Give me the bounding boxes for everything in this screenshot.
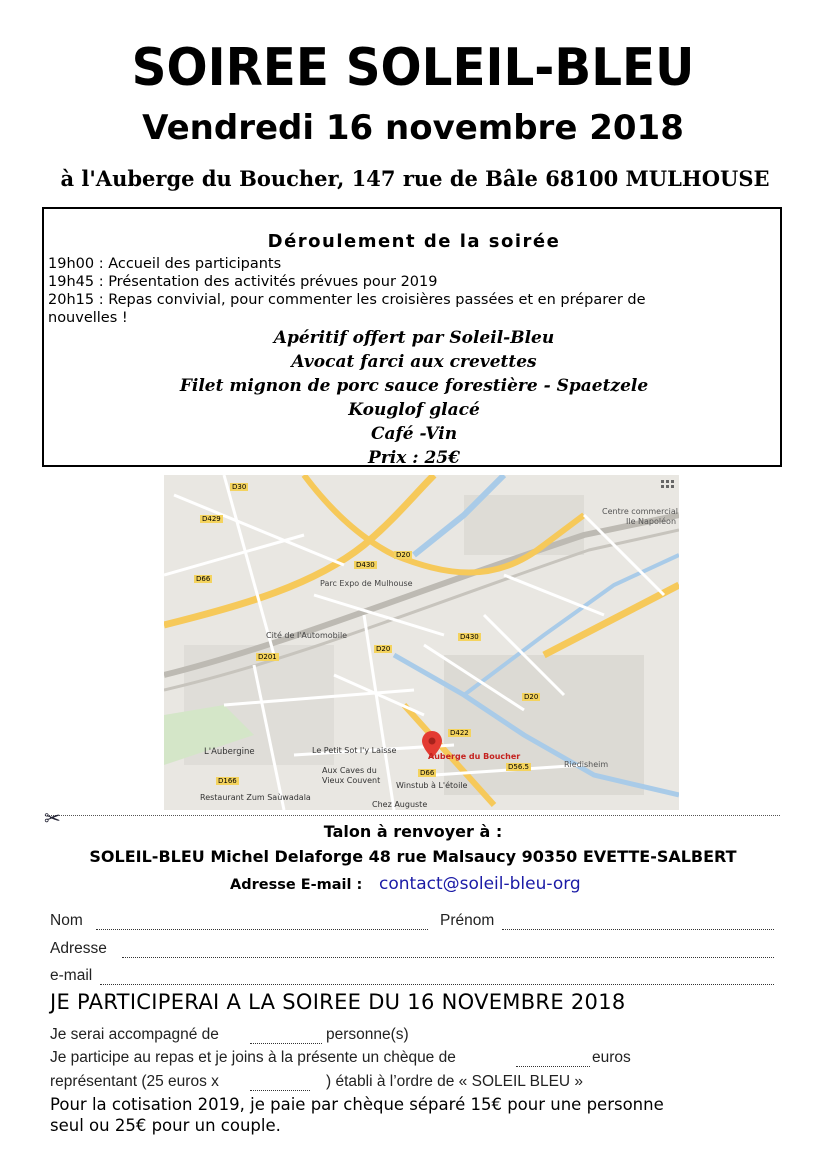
road-label: D56.5	[508, 763, 529, 771]
repas-suffix: euros	[592, 1049, 631, 1066]
accompagne-suffix: personne(s)	[326, 1026, 409, 1043]
map-label: Centre commercial	[602, 507, 678, 516]
map-label: Ile Napoléon	[626, 517, 677, 526]
map-label: Le Petit Sot l'y Laisse	[312, 746, 397, 755]
nom-field[interactable]	[96, 915, 428, 930]
adresse-field[interactable]	[122, 943, 774, 958]
event-title: SOIREE SOLEIL-BLEU	[131, 38, 695, 98]
menu-price: Prix : 25€	[368, 448, 460, 468]
menu-item: Café -Vin	[370, 424, 458, 444]
schedule-line: 20h15 : Repas convivial, pour commenter les croisières passées et en préparer de	[48, 292, 646, 308]
road-label: D201	[258, 653, 277, 661]
talon-heading: Talon à renvoyer à :	[323, 822, 503, 841]
menu-item: Apéritif offert par Soleil-Bleu	[273, 328, 555, 348]
representant-label: représentant (25 euros x	[50, 1073, 219, 1090]
adresse-label: Adresse	[50, 940, 107, 957]
map-label-auberge: Auberge du Boucher	[428, 752, 521, 761]
map-label: Aux Caves du	[322, 766, 377, 775]
email-field[interactable]	[100, 970, 774, 985]
accompagne-field[interactable]	[250, 1029, 322, 1044]
map-label: Vieux Couvent	[322, 776, 381, 785]
schedule-line: 19h45 : Présentation des activités prévues pour 2019	[48, 274, 438, 290]
cotisation-line: Pour la cotisation 2019, je paie par chèque séparé 15€ pour une personne	[50, 1095, 664, 1114]
cotisation-line: seul ou 25€ pour un couple.	[50, 1116, 281, 1135]
map-label: Riedisheim	[564, 760, 609, 769]
road-label: D20	[376, 645, 391, 653]
road-label: D422	[450, 729, 469, 737]
map-label: Restaurant Zum Saùwadala	[200, 793, 311, 802]
repas-field[interactable]	[516, 1052, 590, 1067]
email-link[interactable]: contact@soleil-bleu-org	[379, 874, 581, 894]
road-label: D20	[524, 693, 539, 701]
programme-box	[42, 207, 782, 467]
prenom-field[interactable]	[502, 915, 774, 930]
participation-heading: JE PARTICIPERAI A LA SOIREE DU 16 NOVEMBRE 2018	[50, 990, 626, 1014]
road-label: D30	[232, 483, 247, 491]
email-field-label: e-mail	[50, 967, 93, 984]
programme-title: Déroulement de la soirée	[267, 231, 561, 252]
map-label: Cité de l'Automobile	[266, 631, 348, 640]
nom-label: Nom	[50, 912, 83, 929]
map-label: Chez Auguste	[372, 800, 428, 809]
map-label: L'Aubergine	[204, 747, 255, 757]
road-label: D166	[218, 777, 237, 785]
menu-item: Avocat farci aux crevettes	[291, 352, 537, 372]
road-label: D430	[356, 561, 375, 569]
map-label: Parc Expo de Mulhouse	[320, 579, 413, 588]
schedule-line: nouvelles !	[48, 310, 128, 326]
location-map[interactable]	[164, 475, 679, 810]
schedule-line: 19h00 : Accueil des participants	[48, 256, 282, 272]
event-address: à l'Auberge du Boucher, 147 rue de Bâle 68100 MULHOUSE	[60, 166, 770, 191]
scissors-icon: ✂	[44, 806, 61, 830]
map-label: Winstub à L'étoile	[396, 781, 468, 790]
cut-line	[45, 815, 780, 816]
recipient-address: SOLEIL-BLEU Michel Delaforge 48 rue Malsaucy 90350 EVETTE-SALBERT	[89, 847, 737, 866]
representant-field[interactable]	[250, 1076, 310, 1091]
road-label: D430	[460, 633, 479, 641]
email-label: Adresse E-mail :	[230, 877, 363, 893]
accompagne-label: Je serai accompagné de	[50, 1026, 219, 1043]
road-label: D20	[396, 551, 411, 559]
prenom-label: Prénom	[440, 912, 495, 929]
menu-item: Kouglof glacé	[348, 400, 480, 420]
repas-label: Je participe au repas et je joins à la présente un chèque de	[50, 1049, 456, 1066]
road-label: D66	[420, 769, 435, 777]
representant-suffix: ) établi à l’ordre de « SOLEIL BLEU »	[326, 1073, 584, 1090]
road-label: D66	[196, 575, 211, 583]
road-label: D429	[202, 515, 221, 523]
event-date: Vendredi 16 novembre 2018	[142, 108, 684, 148]
menu-item: Filet mignon de porc sauce forestière - Spaetzele	[179, 376, 649, 396]
